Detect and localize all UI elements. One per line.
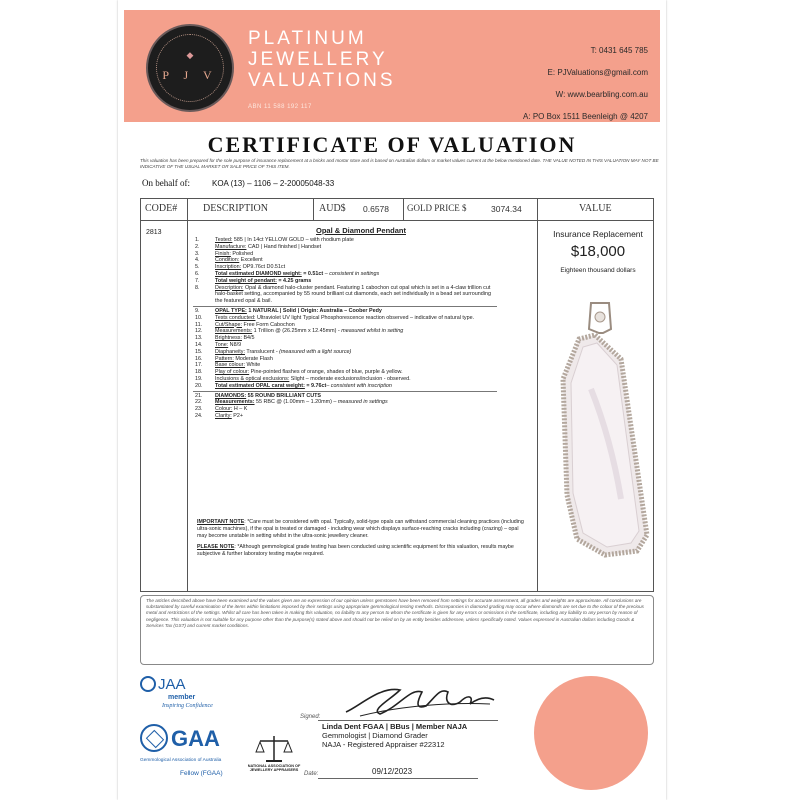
jaa-circle-icon — [140, 676, 156, 692]
diamond-icon: ◆ — [186, 50, 194, 60]
valuation-table — [140, 198, 654, 592]
item-code: 2813 — [146, 229, 162, 236]
header-value: VALUE — [579, 203, 612, 214]
signature — [340, 676, 500, 720]
gold-price: 3074.34 — [491, 204, 522, 214]
on-behalf-of: On behalf of: KOA (13) – 1106 – 2-20005048-33 — [142, 178, 335, 188]
list-item: 1. Tested: 585 | In 14ct YELLOW GOLD – with rhodium plate — [195, 237, 354, 243]
disclaimer: This valuation has been prepared for the sole purpose of insurance replacement at a bricks and mortar store and is based on Australian dollars or market values current at the below mentioned date. THE VALUE NOTED IN THIS VALUATION MAY NOT BE INDICATIVE OF THE USUAL MARKET OR SALE PRICE OF THIS ITEM. — [140, 158, 659, 169]
signer-role: Gemmologist | Diamond Grader — [322, 731, 428, 740]
list-item: 12. Measurements: 1 Trillion @ (26.25mm x 12.45mm) - measured whilst in setting — [195, 328, 404, 335]
abn-number: ABN 11 588 192 117 — [248, 104, 312, 110]
reference-number: KOA (13) – 1106 – 2-20005048-33 — [211, 179, 335, 188]
pjv-logo — [146, 24, 234, 112]
list-item: 15. Diaphaneity: Translucent - (measured with a light source) — [195, 348, 352, 355]
insurance-label: Insurance Replacement — [553, 229, 643, 239]
list-item: 7. Total weight of pendant: = 4.25 grams — [195, 277, 312, 284]
naja-logo: NATIONAL ASSOCIATION OF JEWELLERY APPRAISERS — [244, 734, 304, 778]
list-item: 9. OPAL TYPE: 1 NATURAL | Solid | Origin: Australia – Coober Pedy — [195, 307, 382, 314]
signer-details — [322, 722, 467, 749]
phone: T: 0431 645 785 — [590, 46, 648, 55]
certificate-date: 09/12/2023 — [372, 767, 413, 776]
list-item: 23. Colour: H – K — [195, 406, 248, 413]
contact-block — [523, 40, 648, 128]
signer-registration: NAJA - Registered Appraiser #22312 — [322, 740, 445, 749]
logo-letters: P J V — [162, 68, 218, 82]
header-description: DESCRIPTION — [203, 203, 269, 214]
email: E: PJValuations@gmail.com — [547, 68, 648, 77]
important-note: IMPORTANT NOTE: *Care must be considered with opal. Typically, solid-type opals can withstand commercial cleaning practices (including ultra-sonic machines), if the opal is treated or damaged - including wear which displays surface-reaching cracks including (crazing) – opal may become unstable in setting whilst in the ultra-sonic jewellery cleaner. — [197, 519, 524, 539]
list-item: 5. Inscription: OP9.76ct D0.51ct — [195, 264, 286, 271]
insurance-value-words: Eighteen thousand dollars — [560, 267, 636, 274]
description-list — [195, 237, 495, 420]
gaa-logo: GAA Gemmological Association of Australia Fellow (FGAA) — [140, 726, 223, 777]
list-item: 10. Tests conducted: Ultraviolet UV light Typical Phosphorescence reaction observed – indicative of natural type. — [195, 314, 475, 321]
list-item: 14. Tone: N8/9 — [195, 341, 242, 348]
jaa-logo: JAA member Inspiring Confidence — [140, 676, 220, 716]
letterhead — [124, 10, 660, 122]
list-item: 22. Measurements: 55 RBC @ (1.00mm – 1.20mm) – measured in settings — [195, 399, 388, 406]
list-item: 19. Inclusions & optical exclusions: Slight – moderate exclusions/inclusion - observed. — [195, 375, 411, 382]
please-note: PLEASE NOTE: *Although gemmological grade testing has been conducted using scientific equipment for this valuation, results maybe subjective & further laboratory testing maybe required. — [197, 544, 514, 558]
postal-address: A: PO Box 1511 Beenleigh @ 4207 — [523, 112, 648, 121]
brand-seal — [534, 676, 648, 790]
gaa-gem-icon — [140, 724, 168, 752]
scales-icon — [244, 734, 304, 764]
certificate-page — [118, 0, 666, 800]
list-item: 8. Description: Opal & diamond halo-cluster pendant. Featuring 1 cabochon cut opal which is set in a 4-claw trillion cut halo-basket setting, accompanied by 55 round brilliant cut diamonds, each set individually in a bead set surrounding the featured opal & bail. — [195, 284, 491, 305]
insurance-value: $18,000 — [570, 243, 626, 260]
list-item: 6. Total estimated DIAMOND weight: = 0.51ct – consistent in settings — [195, 270, 380, 277]
pendant-photo — [551, 299, 651, 569]
list-item: 21. DIAMONDS: 55 ROUND BRILLIANT CUTS — [195, 392, 322, 399]
signer-name: Linda Dent FGAA | BBus | Member NAJA — [322, 722, 468, 731]
brand-name: PLATINUM JEWELLERY VALUATIONS — [248, 28, 396, 91]
certificate-title: CERTIFICATE OF VALUATION — [207, 132, 577, 157]
list-item: 13. Brightness: B4/5 — [195, 335, 255, 342]
list-item: 24. Clarity: P2+ — [195, 412, 244, 419]
header-gold-price: GOLD PRICE $ — [407, 203, 467, 213]
list-item: 18. Play of colour: Pine-pointed flashes of orange, shades of blue, purple & yellow. — [195, 369, 403, 376]
website: W: www.bearbling.com.au — [555, 90, 648, 99]
legal-footnote: The articles described above have been examined and the values given are an expression of our opinion unless gemstones have been removed from settings for accurate assessment, all grades and weights are approximate. All conclusions are substantiated by careful examination of the items within limitations imposed by their settings using appropriate gemmological testing methods. Discrepancies in diamond grading may occur where diamonds are set due to the colour of the precious metal and restrictions of the settings. Whilst all care has been taken in making this valuation, no liability to any person to whom the certificate is given for any errors or omissions in the certificate, including any liability to any person by reason of negligence. This valuation is not suitable for any purpose other than the purpose(s) stated above and should not be relied on by an entity besides addressee, unless specifically noted. Values expressed in Australian dollars including Goods & Services Tax (GST) and current market conditions. — [140, 595, 654, 665]
notes — [197, 519, 527, 563]
list-item: 16. Pattern: Moderate Flash — [195, 355, 273, 362]
list-item: 20. Total estimated OPAL carat weight: = 9.76ct– consistent with inscription — [195, 382, 392, 389]
aud-rate: 0.6578 — [363, 204, 389, 214]
item-title: Opal & Diamond Pendant — [315, 226, 406, 235]
table-header — [141, 199, 653, 221]
header-code: CODE# — [145, 203, 178, 214]
list-item: 3. Finish: Polished — [195, 250, 254, 257]
date-label: Date: — [304, 771, 319, 777]
list-item: 4. Condition: Excellent — [195, 257, 263, 264]
list-item: 17. Base colour: White — [195, 362, 261, 369]
header-aud: AUD$ — [319, 203, 346, 214]
list-item: 2. Manufacture: CAD | Hand finished | Handset — [195, 243, 322, 250]
list-item: 11. Cut/Shape: Free Form Cabochon — [195, 321, 295, 328]
signed-label: Signed: — [300, 714, 321, 720]
